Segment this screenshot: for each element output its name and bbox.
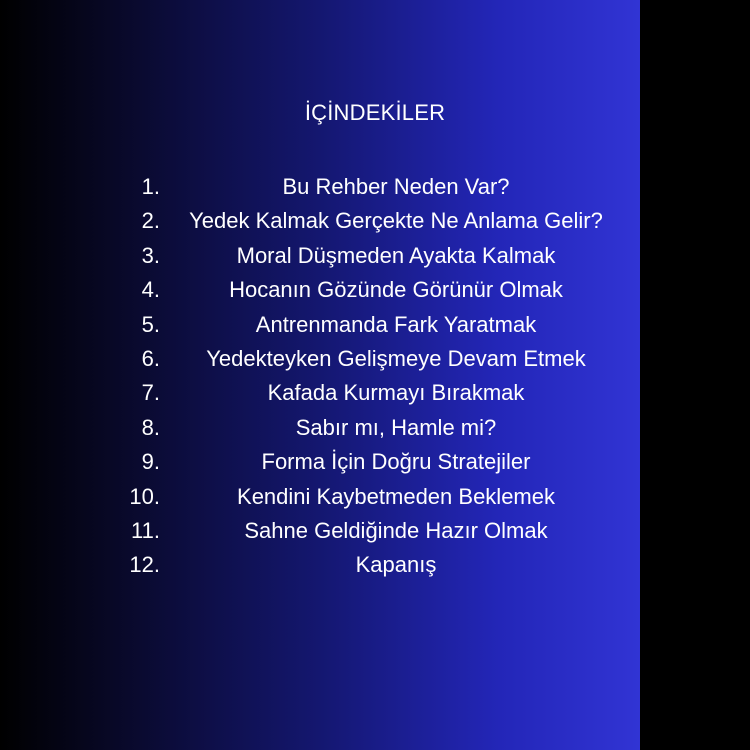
toc-item-label: Kapanış bbox=[355, 552, 437, 578]
toc-item-number: 11. bbox=[131, 517, 160, 543]
toc-item-number: 7. bbox=[141, 380, 160, 406]
toc-item-number: 9. bbox=[141, 449, 160, 475]
toc-item-number: 4. bbox=[141, 277, 160, 303]
toc-item-number: 10. bbox=[129, 483, 160, 509]
toc-item-label: Bu Rehber Neden Var? bbox=[282, 174, 510, 199]
toc-item-number: 6. bbox=[141, 345, 160, 371]
toc-item-number: 12. bbox=[129, 552, 160, 578]
toc-item-5 bbox=[0, 308, 750, 342]
toc-item-3 bbox=[0, 239, 750, 273]
toc-item-label: Sahne Geldiğinde Hazır Olmak bbox=[244, 517, 548, 543]
page-title: İÇİNDEKİLER bbox=[304, 100, 446, 125]
toc-item-number: 8. bbox=[141, 414, 160, 440]
toc-item-number: 5. bbox=[141, 311, 160, 337]
toc-item-label: Kendini Kaybetmeden Beklemek bbox=[237, 483, 555, 509]
toc-item-12 bbox=[0, 548, 750, 582]
toc-item-7 bbox=[0, 376, 750, 410]
toc-item-4 bbox=[0, 273, 750, 307]
toc-item-9 bbox=[0, 445, 750, 479]
toc-item-number: 3. bbox=[141, 242, 160, 268]
toc-item-label: Yedek Kalmak Gerçekte Ne Anlama Gelir? bbox=[189, 208, 603, 234]
toc-item-label: Kafada Kurmayı Bırakmak bbox=[267, 380, 525, 406]
toc-item-8 bbox=[0, 411, 750, 445]
toc-item-1 bbox=[0, 170, 750, 204]
toc-item-label: Yedekteyken Gelişmeye Devam Etmek bbox=[206, 345, 586, 371]
toc-item-label: Sabır mı, Hamle mi? bbox=[295, 414, 497, 440]
toc-item-number: 1. bbox=[141, 174, 160, 199]
toc-item-6 bbox=[0, 342, 750, 376]
toc-item-number: 2. bbox=[141, 208, 160, 234]
toc-item-label: Antrenmanda Fark Yaratmak bbox=[255, 311, 537, 337]
toc-item-label: Hocanın Gözünde Görünür Olmak bbox=[229, 277, 563, 303]
toc-item-label: Forma İçin Doğru Stratejiler bbox=[261, 449, 531, 475]
table-of-contents bbox=[0, 170, 750, 583]
toc-item-label: Moral Düşmeden Ayakta Kalmak bbox=[236, 242, 556, 268]
toc-item-2 bbox=[0, 204, 750, 238]
toc-item-10 bbox=[0, 480, 750, 514]
toc-item-11 bbox=[0, 514, 750, 548]
